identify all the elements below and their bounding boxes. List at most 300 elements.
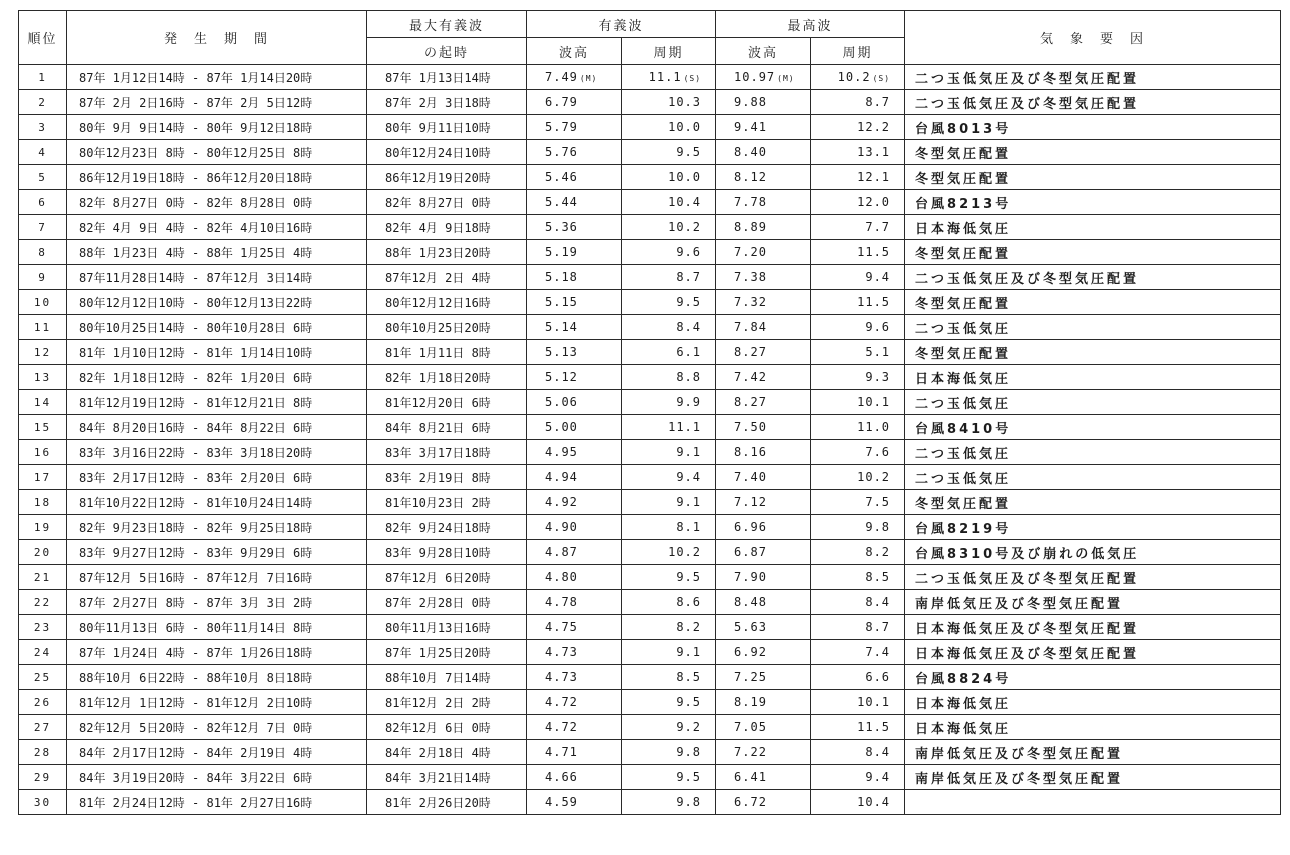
weather-factor-cell	[905, 215, 1281, 240]
max-sig-time-cell	[367, 690, 527, 715]
weather-factor-cell-text: 台風8213号	[915, 196, 1012, 212]
sig-height-cell	[527, 740, 622, 765]
sig-height-cell-text: 4.72	[545, 695, 578, 709]
rank-cell-text: 14	[33, 395, 52, 409]
sig-period-cell-text: 11.1	[668, 420, 702, 434]
weather-factor-cell-text: 台風8410号	[915, 421, 1012, 437]
rank-cell	[19, 190, 67, 215]
high-period-cell-text: 7.6	[865, 445, 891, 459]
period-cell-text: 80年10月25日14時 - 80年10月28日 6時	[79, 320, 313, 335]
sig-period-cell-text: 10.0	[668, 170, 702, 184]
high-height-cell-text: 10.97	[734, 70, 776, 84]
table-row	[19, 240, 1281, 265]
rank-cell-text: 24	[33, 645, 52, 659]
sig-period-cell	[622, 365, 716, 390]
period-cell	[67, 540, 367, 565]
rank-cell-text: 25	[33, 670, 52, 684]
sig-height-cell-text: 4.78	[545, 595, 578, 609]
high-period-cell	[811, 490, 905, 515]
weather-factor-cell	[905, 90, 1281, 115]
table-row	[19, 215, 1281, 240]
high-height-cell	[716, 215, 811, 240]
weather-factor-cell	[905, 440, 1281, 465]
header-sig-height: 波高	[527, 38, 622, 65]
max-sig-time-cell	[367, 790, 527, 815]
table-row	[19, 65, 1281, 90]
high-period-cell-text: 10.2	[857, 470, 891, 484]
rank-cell-text: 17	[33, 470, 52, 484]
high-height-cell	[716, 790, 811, 815]
table-row	[19, 315, 1281, 340]
rank-cell-text: 27	[33, 720, 52, 734]
period-cell	[67, 290, 367, 315]
table-row	[19, 540, 1281, 565]
sig-height-cell	[527, 215, 622, 240]
sig-period-cell	[622, 540, 716, 565]
rank-cell-text: 2	[38, 95, 47, 109]
high-period-cell	[811, 515, 905, 540]
sig-height-cell	[527, 540, 622, 565]
rank-cell-text: 12	[33, 345, 52, 359]
sig-height-cell	[527, 465, 622, 490]
sig-period-cell	[622, 265, 716, 290]
max-sig-time-cell	[367, 390, 527, 415]
sig-period-cell	[622, 65, 716, 90]
max-sig-time-cell-text: 81年 1月11日 8時	[385, 345, 491, 360]
table-row	[19, 640, 1281, 665]
high-period-cell	[811, 665, 905, 690]
rank-cell-text: 19	[33, 520, 52, 534]
high-period-cell-text: 8.2	[865, 545, 891, 559]
max-sig-time-cell	[367, 265, 527, 290]
high-period-cell-text: 6.6	[865, 670, 891, 684]
period-cell	[67, 765, 367, 790]
max-sig-time-cell-text: 80年12月12日16時	[385, 295, 491, 310]
max-sig-time-cell	[367, 640, 527, 665]
weather-factor-cell	[905, 565, 1281, 590]
period-cell-text: 80年12月23日 8時 - 80年12月25日 8時	[79, 145, 313, 160]
sig-period-cell	[622, 190, 716, 215]
height-unit-label: (M)	[777, 74, 795, 83]
rank-cell-text: 6	[38, 195, 47, 209]
period-cell	[67, 615, 367, 640]
period-cell	[67, 590, 367, 615]
high-height-cell-text: 6.92	[734, 645, 767, 659]
high-height-cell-text: 7.12	[734, 495, 767, 509]
rank-cell	[19, 615, 67, 640]
sig-period-cell-text: 9.5	[676, 695, 702, 709]
sig-period-cell	[622, 465, 716, 490]
header-row-1	[19, 11, 1281, 38]
sig-height-cell-text: 4.66	[545, 770, 578, 784]
weather-factor-cell	[905, 615, 1281, 640]
rank-cell	[19, 690, 67, 715]
rank-cell	[19, 290, 67, 315]
sig-period-cell-text: 9.8	[676, 745, 702, 759]
sig-height-cell	[527, 590, 622, 615]
weather-factor-cell	[905, 240, 1281, 265]
max-sig-time-cell-text: 81年10月23日 2時	[385, 495, 491, 510]
high-period-cell	[811, 440, 905, 465]
high-period-cell-text: 12.2	[857, 120, 891, 134]
period-cell-text: 81年 1月10日12時 - 81年 1月14日10時	[79, 345, 313, 360]
high-period-cell-text: 9.8	[865, 520, 891, 534]
rank-cell-text: 5	[38, 170, 47, 184]
sig-height-cell-text: 4.94	[545, 470, 578, 484]
header-max-sig-line2: の起時	[367, 38, 527, 65]
table-row	[19, 765, 1281, 790]
rank-cell	[19, 165, 67, 190]
sig-height-cell-text: 5.46	[545, 170, 578, 184]
sig-height-cell	[527, 715, 622, 740]
table-row	[19, 265, 1281, 290]
high-height-cell	[716, 490, 811, 515]
high-height-cell	[716, 65, 811, 90]
rank-cell	[19, 390, 67, 415]
high-period-cell-text: 8.7	[865, 95, 891, 109]
weather-factor-cell	[905, 715, 1281, 740]
high-height-cell	[716, 340, 811, 365]
period-cell-text: 88年10月 6日22時 - 88年10月 8日18時	[79, 670, 313, 685]
weather-factor-cell	[905, 790, 1281, 815]
table-row	[19, 515, 1281, 540]
header-max-sig-line1: 最大有義波	[367, 11, 527, 38]
rank-cell	[19, 215, 67, 240]
period-cell-text: 82年 9月23日18時 - 82年 9月25日18時	[79, 520, 313, 535]
weather-factor-cell-text: 南岸低気圧及び冬型気圧配置	[915, 771, 1124, 787]
high-period-cell	[811, 465, 905, 490]
rank-cell-text: 1	[38, 70, 47, 84]
sig-height-cell	[527, 615, 622, 640]
high-height-cell	[716, 415, 811, 440]
rank-cell-text: 11	[33, 320, 52, 334]
high-period-cell-text: 8.5	[865, 570, 891, 584]
table-row	[19, 440, 1281, 465]
weather-factor-cell	[905, 415, 1281, 440]
period-cell	[67, 715, 367, 740]
sig-height-cell	[527, 265, 622, 290]
max-sig-time-cell	[367, 365, 527, 390]
sig-height-cell	[527, 565, 622, 590]
rank-cell	[19, 440, 67, 465]
max-sig-time-cell-text: 81年12月 2日 2時	[385, 695, 491, 710]
table-row	[19, 615, 1281, 640]
weather-factor-cell-text: 二つ玉低気圧及び冬型気圧配置	[915, 571, 1140, 587]
high-height-cell-text: 7.84	[734, 320, 767, 334]
max-sig-time-cell-text: 81年 2月26日20時	[385, 795, 491, 810]
high-period-cell-text: 8.4	[865, 595, 891, 609]
period-cell	[67, 240, 367, 265]
table-row	[19, 590, 1281, 615]
high-period-cell-text: 10.1	[857, 395, 891, 409]
high-period-cell-text: 10.4	[857, 795, 891, 809]
sig-period-cell	[622, 415, 716, 440]
sig-period-cell-text: 11.1	[648, 70, 682, 84]
weather-factor-cell-text: 台風8219号	[915, 521, 1012, 537]
rank-cell-text: 20	[33, 545, 52, 559]
sig-height-cell	[527, 440, 622, 465]
rank-cell	[19, 90, 67, 115]
weather-factor-cell	[905, 390, 1281, 415]
max-sig-time-cell-text: 80年11月13日16時	[385, 620, 491, 635]
weather-factor-cell-text: 二つ玉低気圧及び冬型気圧配置	[915, 96, 1140, 112]
sig-height-cell	[527, 415, 622, 440]
high-height-cell	[716, 90, 811, 115]
high-height-cell	[716, 615, 811, 640]
weather-factor-cell-text: 冬型気圧配置	[915, 171, 1012, 187]
weather-factor-cell	[905, 190, 1281, 215]
high-period-cell-text: 9.4	[865, 770, 891, 784]
max-sig-time-cell-text: 82年 8月27日 0時	[385, 195, 491, 210]
weather-factor-cell-text: 日本海低気圧	[915, 371, 1012, 387]
rank-cell	[19, 640, 67, 665]
max-sig-time-cell-text: 82年 9月24日18時	[385, 520, 491, 535]
sig-period-cell-text: 9.1	[676, 645, 702, 659]
max-sig-time-cell	[367, 290, 527, 315]
high-period-cell	[811, 90, 905, 115]
high-height-cell-text: 7.20	[734, 245, 767, 259]
high-height-cell	[716, 390, 811, 415]
weather-factor-cell	[905, 290, 1281, 315]
high-height-cell-text: 9.88	[734, 95, 767, 109]
period-cell-text: 81年10月22日12時 - 81年10月24日14時	[79, 495, 313, 510]
sig-period-cell	[622, 740, 716, 765]
high-height-cell-text: 5.63	[734, 620, 767, 634]
table-row	[19, 190, 1281, 215]
weather-factor-cell	[905, 140, 1281, 165]
period-cell-text: 80年 9月 9日14時 - 80年 9月12日18時	[79, 120, 313, 135]
sig-period-cell-text: 9.8	[676, 795, 702, 809]
period-cell	[67, 465, 367, 490]
high-period-cell	[811, 290, 905, 315]
high-height-cell	[716, 465, 811, 490]
high-height-cell	[716, 315, 811, 340]
max-sig-time-cell-text: 83年 2月19日 8時	[385, 470, 491, 485]
period-cell-text: 84年 3月19日20時 - 84年 3月22日 6時	[79, 770, 313, 785]
sig-height-cell	[527, 365, 622, 390]
rank-cell	[19, 515, 67, 540]
period-cell	[67, 215, 367, 240]
max-sig-time-cell-text: 84年 2月18日 4時	[385, 745, 491, 760]
table-row	[19, 365, 1281, 390]
high-height-cell-text: 8.89	[734, 220, 767, 234]
max-sig-time-cell-text: 86年12月19日20時	[385, 170, 491, 185]
high-period-cell	[811, 190, 905, 215]
high-height-cell-text: 6.87	[734, 545, 767, 559]
table-row	[19, 665, 1281, 690]
rank-cell-text: 3	[38, 120, 47, 134]
high-height-cell	[716, 740, 811, 765]
rank-cell-text: 7	[38, 220, 47, 234]
rank-cell	[19, 540, 67, 565]
sig-height-cell-text: 5.79	[545, 120, 578, 134]
max-sig-time-cell	[367, 565, 527, 590]
high-period-cell	[811, 415, 905, 440]
header-high-height: 波高	[716, 38, 811, 65]
high-height-cell	[716, 265, 811, 290]
max-sig-time-cell	[367, 215, 527, 240]
weather-factor-cell	[905, 490, 1281, 515]
table-header	[19, 11, 1281, 65]
rank-cell	[19, 140, 67, 165]
period-cell	[67, 90, 367, 115]
high-period-cell-text: 13.1	[857, 145, 891, 159]
sig-height-cell	[527, 65, 622, 90]
table-row	[19, 565, 1281, 590]
period-cell-text: 81年12月 1日12時 - 81年12月 2日10時	[79, 695, 313, 710]
wave-ranking-table	[18, 10, 1281, 815]
period-cell-text: 87年12月 5日16時 - 87年12月 7日16時	[79, 570, 313, 585]
period-cell-text: 82年12月 5日20時 - 82年12月 7日 0時	[79, 720, 313, 735]
weather-factor-cell-text: 二つ玉低気圧	[915, 321, 1012, 337]
table-row	[19, 165, 1281, 190]
sig-height-cell	[527, 390, 622, 415]
weather-factor-cell	[905, 65, 1281, 90]
weather-factor-cell	[905, 665, 1281, 690]
period-cell	[67, 515, 367, 540]
sig-period-cell	[622, 665, 716, 690]
period-unit-label: (S)	[872, 74, 891, 83]
period-unit-label: (S)	[683, 74, 702, 83]
sig-period-cell	[622, 640, 716, 665]
max-sig-time-cell-text: 88年10月 7日14時	[385, 670, 491, 685]
high-height-cell	[716, 515, 811, 540]
rank-cell-text: 29	[33, 770, 52, 784]
table-row	[19, 290, 1281, 315]
sig-height-cell	[527, 140, 622, 165]
rank-cell-text: 10	[33, 295, 52, 309]
weather-factor-cell-text: 日本海低気圧及び冬型気圧配置	[915, 621, 1140, 637]
period-cell	[67, 490, 367, 515]
sig-height-cell-text: 4.87	[545, 545, 578, 559]
header-significant-wave: 有義波	[527, 11, 716, 38]
max-sig-time-cell-text: 87年12月 2日 4時	[385, 270, 491, 285]
period-cell	[67, 340, 367, 365]
max-sig-time-cell	[367, 615, 527, 640]
sig-period-cell-text: 8.8	[676, 370, 702, 384]
sig-period-cell	[622, 590, 716, 615]
max-sig-time-cell	[367, 740, 527, 765]
weather-factor-cell-text: 二つ玉低気圧	[915, 396, 1012, 412]
sig-height-cell	[527, 765, 622, 790]
sig-height-cell-text: 4.90	[545, 520, 578, 534]
high-period-cell	[811, 715, 905, 740]
high-height-cell	[716, 765, 811, 790]
sig-period-cell	[622, 140, 716, 165]
period-cell-text: 82年 4月 9日 4時 - 82年 4月10日16時	[79, 220, 313, 235]
sig-period-cell	[622, 290, 716, 315]
weather-factor-cell-text: 南岸低気圧及び冬型気圧配置	[915, 746, 1124, 762]
weather-factor-cell	[905, 690, 1281, 715]
sig-period-cell	[622, 765, 716, 790]
period-cell-text: 83年 3月16日22時 - 83年 3月18日20時	[79, 445, 313, 460]
header-rank: 順位	[19, 11, 67, 65]
weather-factor-cell-text: 日本海低気圧	[915, 721, 1012, 737]
high-height-cell	[716, 115, 811, 140]
period-cell-text: 87年11月28日14時 - 87年12月 3日14時	[79, 270, 313, 285]
period-cell	[67, 165, 367, 190]
rank-cell-text: 9	[38, 270, 47, 284]
period-cell	[67, 640, 367, 665]
table-row	[19, 115, 1281, 140]
rank-cell-text: 18	[33, 495, 52, 509]
high-period-cell	[811, 765, 905, 790]
max-sig-time-cell	[367, 240, 527, 265]
sig-period-cell	[622, 690, 716, 715]
weather-factor-cell-text: 二つ玉低気圧及び冬型気圧配置	[915, 71, 1140, 87]
table-body	[19, 65, 1281, 815]
sig-height-cell	[527, 340, 622, 365]
weather-factor-cell-text: 冬型気圧配置	[915, 346, 1012, 362]
sig-period-cell-text: 9.4	[676, 470, 702, 484]
table-row	[19, 415, 1281, 440]
period-cell	[67, 440, 367, 465]
sig-height-cell	[527, 190, 622, 215]
high-period-cell	[811, 640, 905, 665]
max-sig-time-cell-text: 82年 4月 9日18時	[385, 220, 491, 235]
sig-period-cell-text: 8.1	[676, 520, 702, 534]
period-cell	[67, 665, 367, 690]
sig-period-cell	[622, 115, 716, 140]
sig-period-cell	[622, 515, 716, 540]
sig-height-cell-text: 5.06	[545, 395, 578, 409]
weather-factor-cell	[905, 740, 1281, 765]
rank-cell	[19, 115, 67, 140]
weather-factor-cell-text: 二つ玉低気圧及び冬型気圧配置	[915, 271, 1140, 287]
high-height-cell-text: 8.12	[734, 170, 767, 184]
weather-factor-cell-text: 日本海低気圧	[915, 221, 1012, 237]
max-sig-time-cell	[367, 315, 527, 340]
sig-height-cell	[527, 690, 622, 715]
max-sig-time-cell-text: 80年 9月11日10時	[385, 120, 491, 135]
sig-height-cell-text: 4.73	[545, 670, 578, 684]
sig-height-cell-text: 5.36	[545, 220, 578, 234]
sig-height-cell-text: 4.71	[545, 745, 578, 759]
high-height-cell	[716, 165, 811, 190]
sig-height-cell-text: 4.75	[545, 620, 578, 634]
sig-period-cell	[622, 215, 716, 240]
sig-height-cell-text: 5.44	[545, 195, 578, 209]
sig-height-cell	[527, 115, 622, 140]
period-cell	[67, 690, 367, 715]
weather-factor-cell	[905, 590, 1281, 615]
table-row	[19, 465, 1281, 490]
high-period-cell-text: 7.4	[865, 645, 891, 659]
high-height-cell	[716, 190, 811, 215]
high-period-cell	[811, 315, 905, 340]
sig-period-cell-text: 9.5	[676, 295, 702, 309]
period-cell-text: 83年 9月27日12時 - 83年 9月29日 6時	[79, 545, 313, 560]
weather-factor-cell	[905, 765, 1281, 790]
high-height-cell-text: 7.32	[734, 295, 767, 309]
weather-factor-cell	[905, 165, 1281, 190]
weather-factor-cell	[905, 315, 1281, 340]
rank-cell	[19, 240, 67, 265]
high-height-cell	[716, 540, 811, 565]
high-period-cell-text: 10.2	[837, 70, 871, 84]
sig-height-cell-text: 4.95	[545, 445, 578, 459]
high-height-cell-text: 7.38	[734, 270, 767, 284]
sig-period-cell-text: 9.1	[676, 495, 702, 509]
rank-cell-text: 26	[33, 695, 52, 709]
high-period-cell	[811, 140, 905, 165]
sig-period-cell-text: 9.6	[676, 245, 702, 259]
high-height-cell-text: 8.16	[734, 445, 767, 459]
max-sig-time-cell	[367, 190, 527, 215]
header-sig-period: 周期	[622, 38, 716, 65]
rank-cell	[19, 315, 67, 340]
sig-period-cell	[622, 340, 716, 365]
